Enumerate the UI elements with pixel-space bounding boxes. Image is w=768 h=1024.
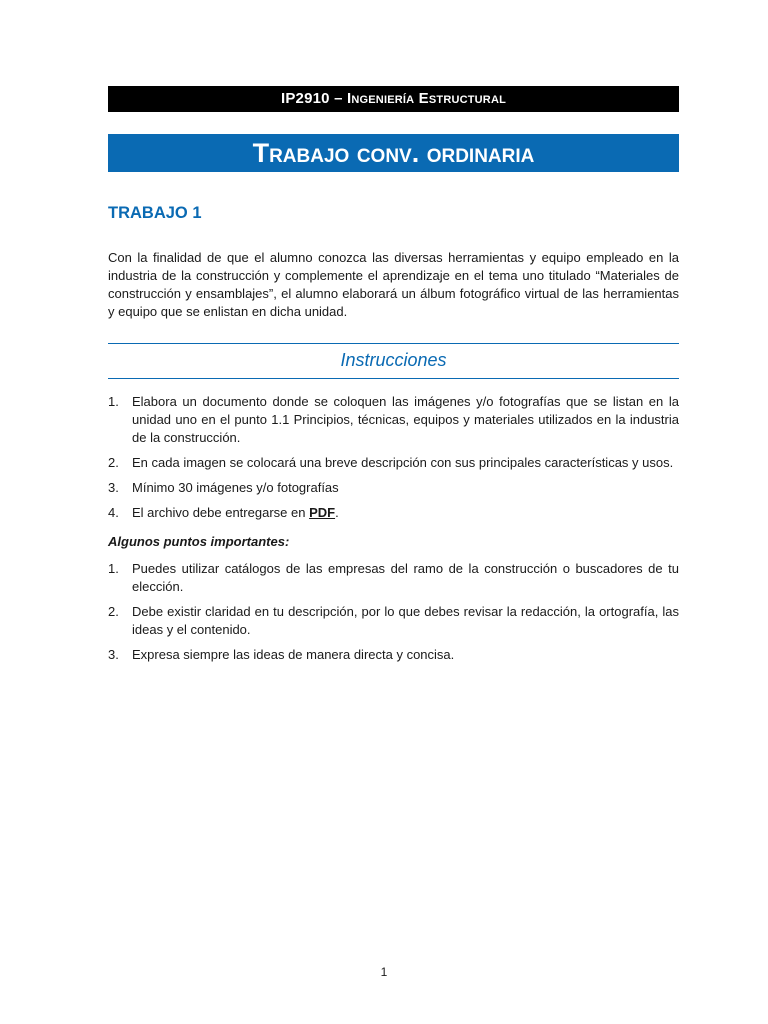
instructions-heading-block xyxy=(108,343,679,379)
page-number: 1 xyxy=(380,965,388,979)
course-name: Ingeniería Estructural xyxy=(347,90,507,107)
course-separator: – xyxy=(329,90,347,107)
list-text: El archivo debe entregarse en xyxy=(132,505,310,520)
list-text: Debe existir claridad en tu descripción, por lo que debes revisar la redacción, la ortografía, las ideas y el contenido. xyxy=(132,604,679,637)
list-number: 2. xyxy=(108,455,119,470)
instructions-list xyxy=(108,393,679,522)
document-page xyxy=(108,86,679,671)
list-number: 1. xyxy=(108,561,119,576)
list-item xyxy=(108,603,679,639)
list-item xyxy=(108,479,679,497)
list-number: 3. xyxy=(108,480,119,495)
intro-paragraph: Con la finalidad de que el alumno conozca las diversas herramientas y equipo empleado en la industria de la construcción y complemente el aprendizaje en el tema uno titulado “Materiales de construcción y ensamblajes”, el alumno elaborará un álbum fotográfico virtual de las herramientas y equipo que se enlistan en dicha unidad. xyxy=(108,250,679,319)
section-heading: TRABAJO 1 xyxy=(108,204,202,222)
list-text: Puedes utilizar catálogos de las empresas del ramo de la construcción o buscadores de tu elección. xyxy=(132,561,679,594)
list-item xyxy=(108,393,679,447)
list-number: 4. xyxy=(108,505,119,520)
list-text: En cada imagen se colocará una breve descripción con sus principales características y usos. xyxy=(132,455,674,470)
list-text: Elabora un documento donde se coloquen las imágenes y/o fotografías que se listan en la unidad uno en el punto 1.1 Principios, técnicas, equipos y materiales utilizados en la industria de la construcción. xyxy=(132,394,679,445)
document-title-bar xyxy=(108,134,679,172)
pdf-emphasis: PDF xyxy=(309,505,336,520)
list-item xyxy=(108,504,679,522)
important-points-list xyxy=(108,560,679,664)
list-number: 2. xyxy=(108,604,119,619)
list-item xyxy=(108,646,679,664)
document-title: Trabajo conv. ordinaria xyxy=(252,138,535,168)
course-header-bar xyxy=(108,86,679,112)
list-item xyxy=(108,454,679,472)
list-item xyxy=(108,560,679,596)
list-number: 3. xyxy=(108,647,119,662)
important-points-heading: Algunos puntos importantes: xyxy=(108,534,290,549)
instructions-title: Instrucciones xyxy=(340,350,447,370)
list-text-end: . xyxy=(335,505,339,520)
list-text: Mínimo 30 imágenes y/o fotografías xyxy=(132,480,339,495)
list-text: Expresa siempre las ideas de manera directa y concisa. xyxy=(132,647,455,662)
course-code: IP2910 xyxy=(280,90,330,107)
list-number: 1. xyxy=(108,394,119,409)
